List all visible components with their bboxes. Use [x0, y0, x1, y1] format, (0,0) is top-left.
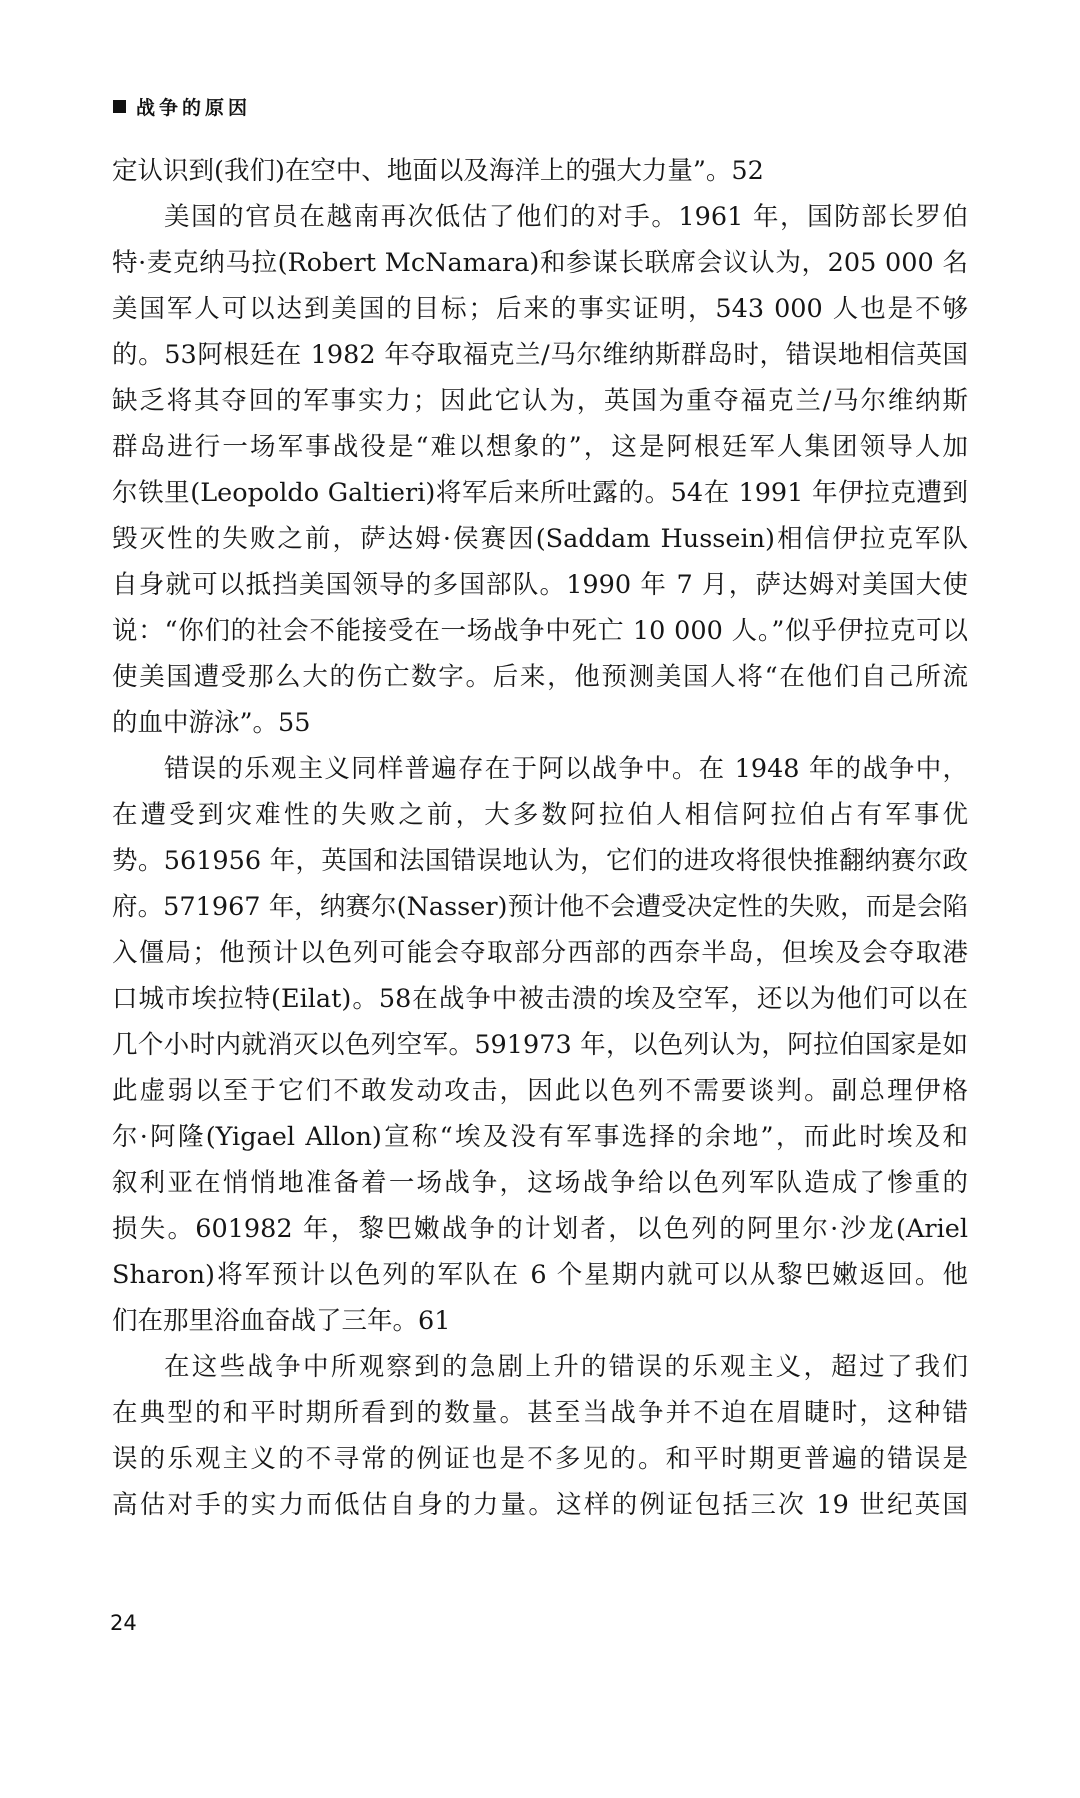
running-header	[113, 93, 251, 120]
text-line: 尔·阿隆(Yigael Allon)宣称“埃及没有军事选择的余地”，而此时埃及和	[112, 1122, 968, 1152]
paragraph	[112, 746, 968, 1344]
text-line: 错误的乐观主义同样普遍存在于阿以战争中。在 1948 年的战争中，	[164, 754, 968, 784]
text-line: 此虚弱以至于它们不敢发动攻击，因此以色列不需要谈判。副总理伊格	[112, 1076, 968, 1106]
text-line: Sharon)将军预计以色列的军队在 6 个星期内就可以从黎巴嫩返回。他	[112, 1260, 968, 1290]
text-line: 美国的官员在越南再次低估了他们的对手。1961 年，国防部长罗伯	[164, 202, 968, 232]
page-number: 24	[110, 1611, 137, 1635]
text-line: 们在那里浴血奋战了三年。61	[112, 1306, 451, 1336]
text-line: 毁灭性的失败之前，萨达姆·侯赛因(Saddam Hussein)相信伊拉克军队	[112, 524, 968, 554]
text-line: 在这些战争中所观察到的急剧上升的错误的乐观主义，超过了我们	[164, 1352, 968, 1382]
text-line: 特·麦克纳马拉(Robert McNamara)和参谋长联席会议认为，205 000 名	[112, 248, 968, 278]
text-line: 府。571967 年，纳赛尔(Nasser)预计他不会遭受决定性的失败，而是会陷	[112, 892, 968, 922]
text-line: 美国军人可以达到美国的目标；后来的事实证明，543 000 人也是不够	[112, 294, 968, 324]
text-line: 的血中游泳”。55	[112, 708, 311, 738]
paragraph	[112, 148, 968, 194]
text-line: 势。561956 年，英国和法国错误地认为，它们的进攻将很快推翻纳赛尔政	[112, 846, 968, 876]
text-line: 使美国遭受那么大的伤亡数字。后来，他预测美国人将“在他们自己所流	[112, 662, 968, 692]
paragraph	[112, 194, 968, 746]
text-line: 的。53阿根廷在 1982 年夺取福克兰/马尔维纳斯群岛时，错误地相信英国	[112, 340, 968, 370]
text-line: 说：“你们的社会不能接受在一场战争中死亡 10 000 人。”似乎伊拉克可以	[112, 616, 968, 646]
text-line: 高估对手的实力而低估自身的力量。这样的例证包括三次 19 世纪英国	[112, 1490, 968, 1520]
running-header-title: 战争的原因	[136, 97, 252, 119]
text-line: 缺乏将其夺回的军事实力；因此它认为，英国为重夺福克兰/马尔维纳斯	[112, 386, 968, 416]
text-line: 入僵局；他预计以色列可能会夺取部分西部的西奈半岛，但埃及会夺取港	[112, 938, 968, 968]
text-line: 自身就可以抵挡美国领导的多国部队。1990 年 7 月，萨达姆对美国大使	[112, 570, 968, 600]
body-text	[112, 148, 968, 1528]
text-line: 叙利亚在悄悄地准备着一场战争，这场战争给以色列军队造成了惨重的	[112, 1168, 968, 1198]
paragraph	[112, 1344, 968, 1528]
text-line: 误的乐观主义的不寻常的例证也是不多见的。和平时期更普遍的错误是	[112, 1444, 968, 1474]
text-line: 在典型的和平时期所看到的数量。甚至当战争并不迫在眉睫时，这种错	[112, 1398, 968, 1428]
text-line: 尔铁里(Leopoldo Galtieri)将军后来所吐露的。54在 1991 年伊拉克遭到	[112, 478, 968, 508]
text-line: 定认识到(我们)在空中、地面以及海洋上的强大力量”。52	[112, 156, 764, 186]
text-line: 几个小时内就消灭以色列空军。591973 年，以色列认为，阿拉伯国家是如	[112, 1030, 968, 1060]
text-line: 损失。601982 年，黎巴嫩战争的计划者，以色列的阿里尔·沙龙(Ariel	[112, 1214, 968, 1244]
text-line: 在遭受到灾难性的失败之前，大多数阿拉伯人相信阿拉伯占有军事优	[112, 800, 968, 830]
text-line: 口城市埃拉特(Eilat)。58在战争中被击溃的埃及空军，还以为他们可以在	[112, 984, 968, 1014]
square-bullet-icon	[113, 100, 126, 113]
text-line: 群岛进行一场军事战役是“难以想象的”，这是阿根廷军人集团领导人加	[112, 432, 968, 462]
